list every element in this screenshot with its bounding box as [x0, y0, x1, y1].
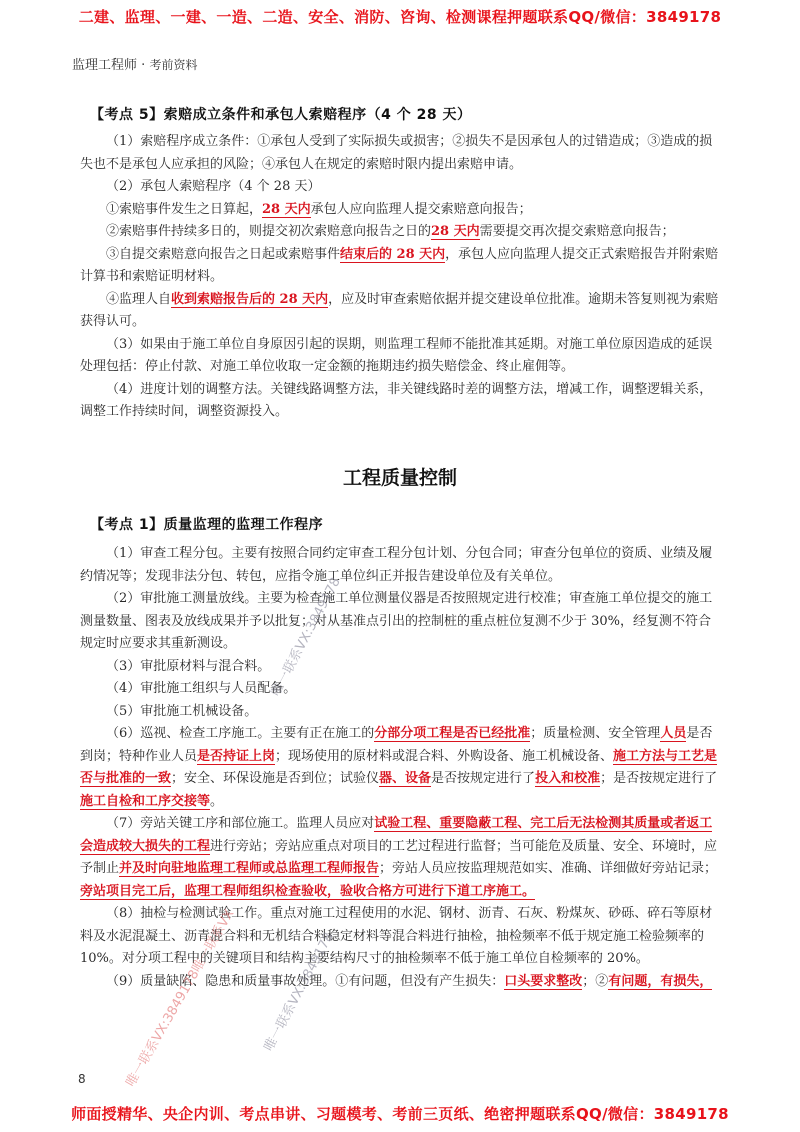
- paragraph: （8）抽检与检测试验工作。重点对施工过程使用的水泥、钢材、沥青、石灰、粉煤灰、砂砾、碎石等原材料及水泥混凝土、沥青混合料和无机结合料稳定材料等混合料进行抽检，抽检频率不低于规定施工检验频率的 10%。对分项工程中的关键项目和结构主要结构尺寸的抽检频率不低于施工单位自检频率的 20%。: [80, 906, 713, 966]
- top-banner: 二建、监理、一建、一造、二造、安全、消防、咨询、检测课程押题联系QQ/微信：3849178: [78, 8, 722, 26]
- paragraph: （6）巡视、检查工序施工。主要有正在施工的分部分项工程是否已经批准；质量检测、安全管理人员是否到岗；特种作业人员是否持证上岗；现场使用的原材料或混合料、外购设备、施工机械设备、施工方法与工艺是否与批准的一致；安全、环保设施是否到位；试验仪器、设备是否按规定进行了投入和校准；是否按规定进行了施工自检和工序交接等。: [80, 726, 718, 809]
- quality-body: [80, 543, 720, 993]
- header-subtitle: 考前资料: [149, 58, 198, 72]
- paragraph: ③自提交索赔意向报告之日起或索赔事件结束后的 28 天内，承包人应向监理人提交正式索赔报告并附索赔计算书和索赔证明材料。: [80, 246, 719, 284]
- paragraph: （2）审批施工测量放线。主要为检查施工单位测量仪器是否按照规定进行校准；审查施工单位提交的施工测量数量、图表及放线成果并予以批复；对从基准点引出的控制桩的重点桩位复测不少于 30%，经复测不符合规定时应要求其重新测设。: [80, 591, 713, 651]
- watermark: 唯一联系VX:3849178唯一联系VX: [123, 907, 238, 1090]
- header-title: 监理工程师: [72, 58, 138, 73]
- section-heading-claims: 【考点 5】索赔成立条件和承包人索赔程序（4 个 28 天）: [90, 107, 472, 123]
- paragraph: （4）进度计划的调整方法。关键线路调整方法，非关键线路时差的调整方法，增减工作，调整逻辑关系，调整工作持续时间，调整资源投入。: [80, 381, 713, 419]
- paragraph: （1）索赔程序成立条件：①承包人受到了实际损失或损害；②损失不是因承包人的过错造成；③造成的损失也不是承包人应承担的风险；④承包人在规定的索赔时限内提出索赔申请。: [80, 134, 713, 172]
- page-number: 8: [78, 1072, 86, 1086]
- paragraph: （2）承包人索赔程序（4 个 28 天）: [106, 179, 321, 194]
- watermark: 唯一联系VX:3849178: [268, 575, 344, 699]
- paragraph: （5）审批施工机械设备。: [106, 703, 258, 719]
- claims-body: [80, 131, 720, 424]
- header-dot: ·: [141, 58, 146, 73]
- paragraph: （1）审查工程分包。主要有按照合同约定审查工程分包计划、分包合同；审查分包单位的资质、业绩及履约情况等；发现非法分包、转包，应指令施工单位纠正并报告建设单位及有关单位。: [80, 546, 713, 584]
- paragraph: （9）质量缺陷、隐患和质量事故处理。①有问题，但没有产生损失：口头要求整改；②有问题，有损失，: [106, 973, 713, 989]
- paragraph: ④监理人自收到索赔报告后的 28 天内，应及时审查索赔依据并提交建设单位批准。逾期未答复则视为索赔获得认可。: [80, 291, 719, 329]
- section-heading-quality: 【考点 1】质量监理的监理工作程序: [90, 517, 324, 533]
- bottom-banner: 师面授精华、央企内训、考点串讲、习题模考、考前三页纸、绝密押题联系QQ/微信：3849178: [71, 1105, 729, 1123]
- paragraph: （7）旁站关键工序和部位施工。监理人员应对试验工程、重要隐蔽工程、完工后无法检测其质量或者返工会造成较大损失的工程进行旁站；旁站应重点对项目的工艺过程进行监督；当可能危及质量、安全、环境时，应予制止并及时向驻地监理工程师或总监理工程师报告；旁站人员应按监理规范如实、准确、详细做好旁站记录；旁站项目完工后，监理工程师组织检查验收，验收合格方可进行下道工序施工。: [80, 816, 718, 899]
- paragraph: ②索赔事件持续多日的，则提交初次索赔意向报告之日的28 天内需要提交再次提交索赔意向报告；: [106, 224, 675, 239]
- page-header: [72, 54, 197, 73]
- paragraph: （3）审批原材料与混合料。: [106, 658, 271, 674]
- paragraph: （3）如果由于施工单位自身原因引起的误期，则监理工程师不能批准其延期。对施工单位原因造成的延误处理包括：停止付款、对施工单位收取一定金额的拖期违约损失赔偿金、终止雇佣等。: [80, 336, 713, 374]
- watermark: 唯一联系VX:3849178: [261, 930, 337, 1054]
- paragraph: （4）审批施工组织与人员配备。: [106, 681, 297, 696]
- paragraph: ①索赔事件发生之日算起，28 天内承包人应向监理人提交索赔意向报告；: [106, 201, 532, 217]
- section-title-quality: 工程质量控制: [342, 467, 457, 489]
